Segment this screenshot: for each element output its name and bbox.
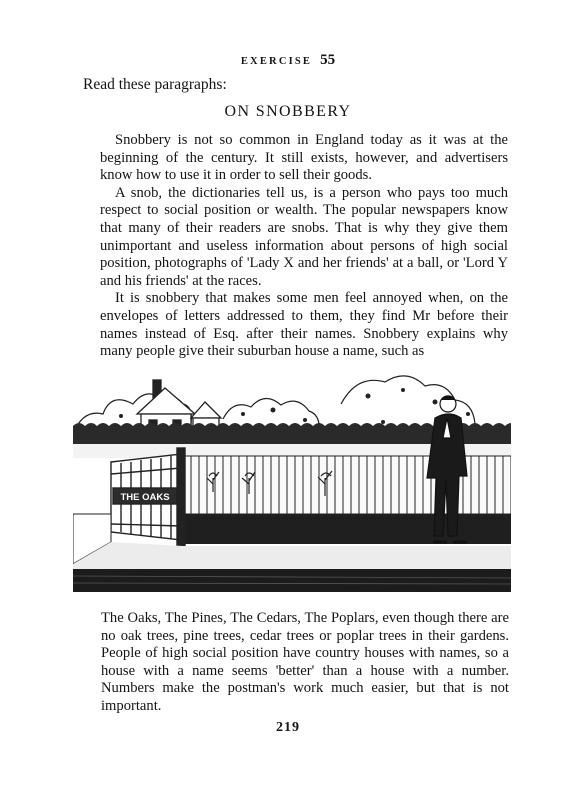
passage-body-bottom: [101, 610, 509, 716]
exercise-label: EXERCISE: [240, 56, 313, 67]
gate-sign-text: THE OAKS: [120, 492, 170, 503]
instruction-text: Read these paragraphs:: [83, 76, 227, 93]
paragraph-4: The Oaks, The Pines, The Cedars, The Poplars, even though there are no oak trees, pine trees, cedar trees or poplar trees in their gardens. People of high social position have country houses with names, so a house with a name seems 'better' than a house with a number. Numbers make the postman's work much easier, but that is not important.: [101, 610, 509, 714]
suburban-house-illustration: [73, 364, 511, 592]
exercise-number: 55: [320, 52, 336, 68]
paragraph-1: Snobbery is not so common in England today as it was at the beginning of the century. It still exists, however, and advertisers know how to use it in order to sell their goods.: [100, 132, 508, 184]
paragraph-3: It is snobbery that makes some men feel annoyed when, on the envelopes of letters addressed to them, they find Mr before their names instead of Esq. after their names. Snobbery explains why many people give their suburban house a name, such as: [100, 290, 508, 360]
passage-body-top: [100, 132, 508, 361]
exercise-heading: [0, 52, 576, 69]
page-number: 219: [276, 720, 300, 735]
paragraph-2: A snob, the dictionaries tell us, is a person who pays too much respect to social position or wealth. The popular newspapers know that many of their readers are snobs. That is why they give them unimportant and useless information about persons of high social position, photographs of 'Lady X and her friends' at a ball, or 'Lord Y and his friends' at the races.: [100, 184, 508, 289]
passage-title: ON SNOBBERY: [224, 103, 352, 120]
